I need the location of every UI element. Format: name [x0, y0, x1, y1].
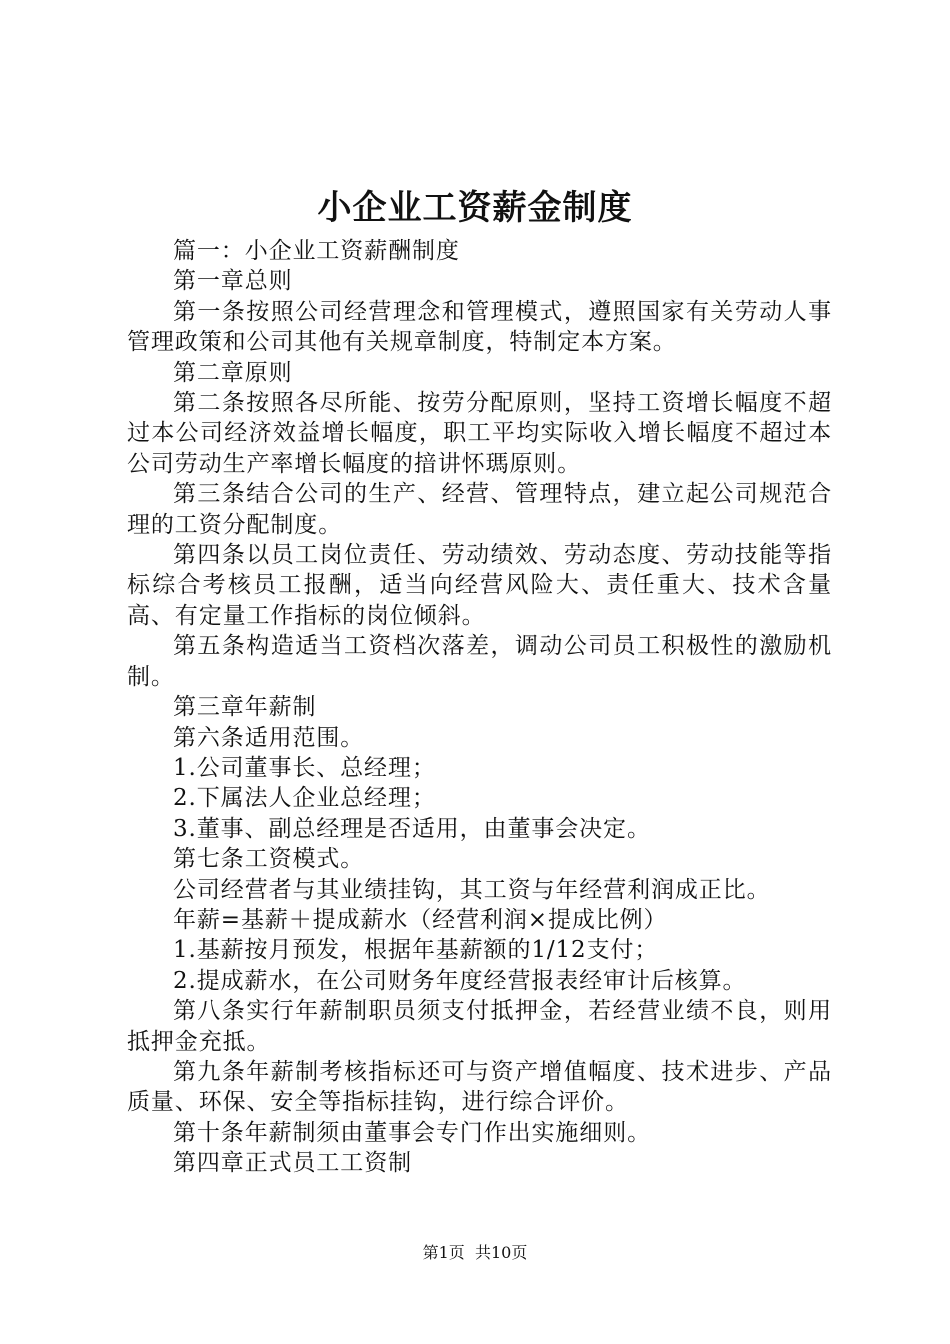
- document-body: [127, 236, 832, 1179]
- article-paragraph: 第五条构造适当工资档次落差，调动公司员工积极性的激励机制。: [127, 633, 832, 690]
- footer-spacer: [465, 1243, 475, 1262]
- list-item: 2.下属法人企业总经理；: [173, 785, 436, 812]
- section-heading: 篇一：小企业工资薪酬制度: [173, 238, 460, 264]
- article-paragraph: 第四条以员工岗位责任、劳动绩效、劳动态度、劳动技能等指标综合考核员工报酬，适当向经营风险大、责任重大、技术含量高、有定量工作指标的岗位倾斜。: [127, 542, 832, 629]
- document-title: 小企业工资薪金制度: [317, 188, 633, 228]
- list-item: 2.提成薪水，在公司财务年度经营报表经审计后核算。: [173, 967, 747, 994]
- formula-paragraph: 年薪=基薪＋提成薪水（经营利润×提成比例）: [173, 906, 668, 933]
- page-footer: [0, 1242, 950, 1264]
- article-paragraph: 第六条适用范围。: [173, 724, 365, 751]
- article-paragraph: 第七条工资模式。: [173, 846, 365, 873]
- article-paragraph: 第二条按照各尽所能、按劳分配原则，坚持工资增长幅度不超过本公司经济效益增长幅度，职工平均实际收入增长幅度不超过本公司劳动生产率增长幅度的揞讲怀瑪原则。: [127, 390, 832, 477]
- chapter-heading: 第四章正式员工工资制: [173, 1150, 412, 1177]
- body-paragraph: 公司经营者与其业绩挂钩，其工资与年经营利润成正比。: [173, 876, 771, 903]
- list-item: 1.公司董事长、总经理；: [173, 754, 436, 781]
- chapter-heading: 第二章原则: [173, 359, 293, 386]
- list-item: 1.基薪按月预发，根据年基薪额的1/12支付；: [173, 937, 659, 964]
- chapter-heading: 第三章年薪制: [173, 694, 317, 721]
- article-paragraph: 第九条年薪制考核指标还可与资产增值幅度、技术进步、产品质量、环保、安全等指标挂钩，进行综合评价。: [127, 1058, 832, 1116]
- article-paragraph: 第三条结合公司的生产、经营、管理特点，建立起公司规范合理的工资分配制度。: [127, 481, 832, 538]
- chapter-heading: 第一章总则: [173, 268, 293, 295]
- article-paragraph: 第八条实行年薪制职员须支付抵押金，若经营业绩不良，则用抵押金充抵。: [127, 998, 832, 1055]
- article-paragraph: 第十条年薪制须由董事会专门作出实施细则。: [173, 1119, 651, 1146]
- page-number: 第1页: [422, 1243, 465, 1262]
- article-paragraph: 第一条按照公司经营理念和管理模式，遵照国家有关劳动人事管理政策和公司其他有关规章制度，特制定本方案。: [127, 298, 832, 356]
- list-item: 3.董事、副总经理是否适用，由董事会决定。: [173, 815, 651, 842]
- page-total: 共10页: [474, 1243, 528, 1262]
